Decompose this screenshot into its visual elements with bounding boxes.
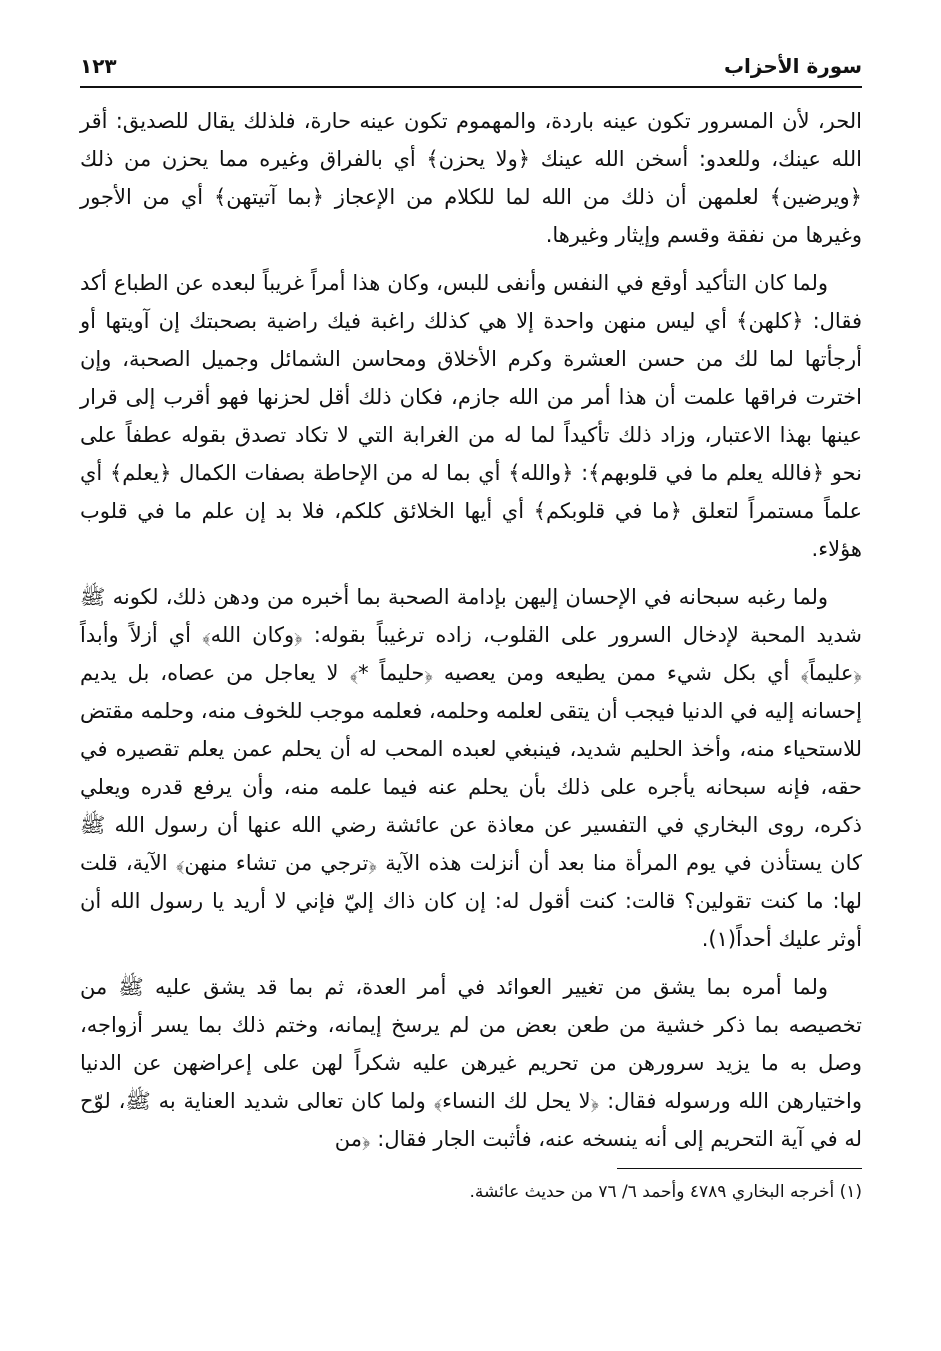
footnote-divider: [617, 1168, 862, 1169]
paragraph: ولما أمره بما يشق من تغيير العوائد في أمر العدة، ثم بما قد يشق عليه ﷺ من تخصيصه بما ذكر خشية من طعن بعض من لم يرسخ إيمانه، وختم ذلك بما يسر أزواجه، وصل به ما يزيد سرورهن من تحريم غيرهن عليه شكراً لهن على إعراضهن عن الدنيا واختيارهن الله ورسوله فقال: ﴿لا يحل لك النساء﴾ ولما كان تعالى شديد العناية به ﷺ، لوّح له في آية التحريم إلى أنه ينسخه عنه، فأثبت الجار فقال: ﴿من: [80, 975, 862, 1151]
footnote: (١) أخرجه البخاري ٤٧٨٩ وأحمد ٦/ ٧٦ من حديث عائشة.: [469, 1182, 862, 1202]
paragraph: ولما كان التأكيد أوقع في النفس وأنفى للبس، وكان هذا أمراً غريباً لبعده عن الطباع أكد فقال: ﴿كلهن﴾ أي ليس منهن واحدة إلا هي كذلك راغبة فيك راضية بصحبتك إن آويتها أو أرجأتها لما لك من حسن العشرة وكرم الأخلاق ومحاسن الشمائل وجميل الصحبة، وإن اخترت فراقها علمت أن هذا أمر من الله جازم، فكان ذلك أقل لحزنها فهو أقرب إلى قرار عينها بهذا الاعتبار، وزاد ذلك تأكيداً لما له من الغرابة التي لا تكاد تصدق بقوله عطفاً على نحو ﴿فالله يعلم ما في قلوبهم﴾: ﴿والله﴾ أي بما له من الإحاطة بصفات الكمال ﴿يعلم﴾ أي علماً مستمراً لتعلق ﴿ما في قلوبكم﴾ أي أيها الخلائق كلكم، فلا بد إن علم ما في قلوب هؤلاء.: [80, 271, 862, 561]
book-page: [80, 48, 862, 1298]
paragraph: ولما رغبه سبحانه في الإحسان إليهن بإدامة الصحبة بما أخبره من ودهن ذلك، لكونه ﷺ شديد المحبة لإدخال السرور على القلوب، زاده ترغيباً بقوله: ﴿وكان الله﴾ أي أزلاً وأبداً ﴿عليماً﴾ أي بكل شيء ممن يطيعه ومن يعصيه ﴿حليماً *﴾ لا يعاجل من عصاه، بل يديم إحسانه إليه في الدنيا فيجب أن يتقى لعلمه وحلمه، فعلمه موجب للخوف منه، وحلمه مقتض للاستحياء منه، وأخذ الحليم شديد، فينبغي لعبده المحب له أن يحلم عمن يعلم تقصيره في حقه، فإنه سبحانه يأجره على ذلك بأن يحلم عنه فيما علمه منه، وأن يرفع قدره ويعلي ذكره، روى البخاري في التفسير عن معاذة عن عائشة رضي الله عنها أن رسول الله ﷺ كان يستأذن في يوم المرأة منا بعد أن أنزلت هذه الآية ﴿ترجي من تشاء منهن﴾ الآية، قلت لها: ما كنت تقولين؟ قالت: كنت أقول له: إن كان ذاك إليّ فإني لا أريد يا رسول الله أن أوثر عليك أحداً(١).: [80, 585, 862, 951]
paragraph: الحر، لأن المسرور تكون عينه باردة، والمهموم تكون عينه حارة، فلذلك يقال للصديق: أقر الله عينك، وللعدو: أسخن الله عينك ﴿ولا يحزن﴾ أي بالفراق وغيره مما يحزن من ذلك ﴿ويرضين﴾ لعلمهن أن ذلك من الله لما للكلام من الإعجاز ﴿بما آتيتهن﴾ أي من الأجور وغيرها من نفقة وقسم وإيثار وغيرها.: [80, 109, 862, 247]
surah-title: سورة الأحزاب: [723, 54, 862, 78]
page-header: [80, 48, 862, 88]
page-number: ١٢٣: [80, 54, 117, 78]
page-body: [80, 102, 862, 1158]
